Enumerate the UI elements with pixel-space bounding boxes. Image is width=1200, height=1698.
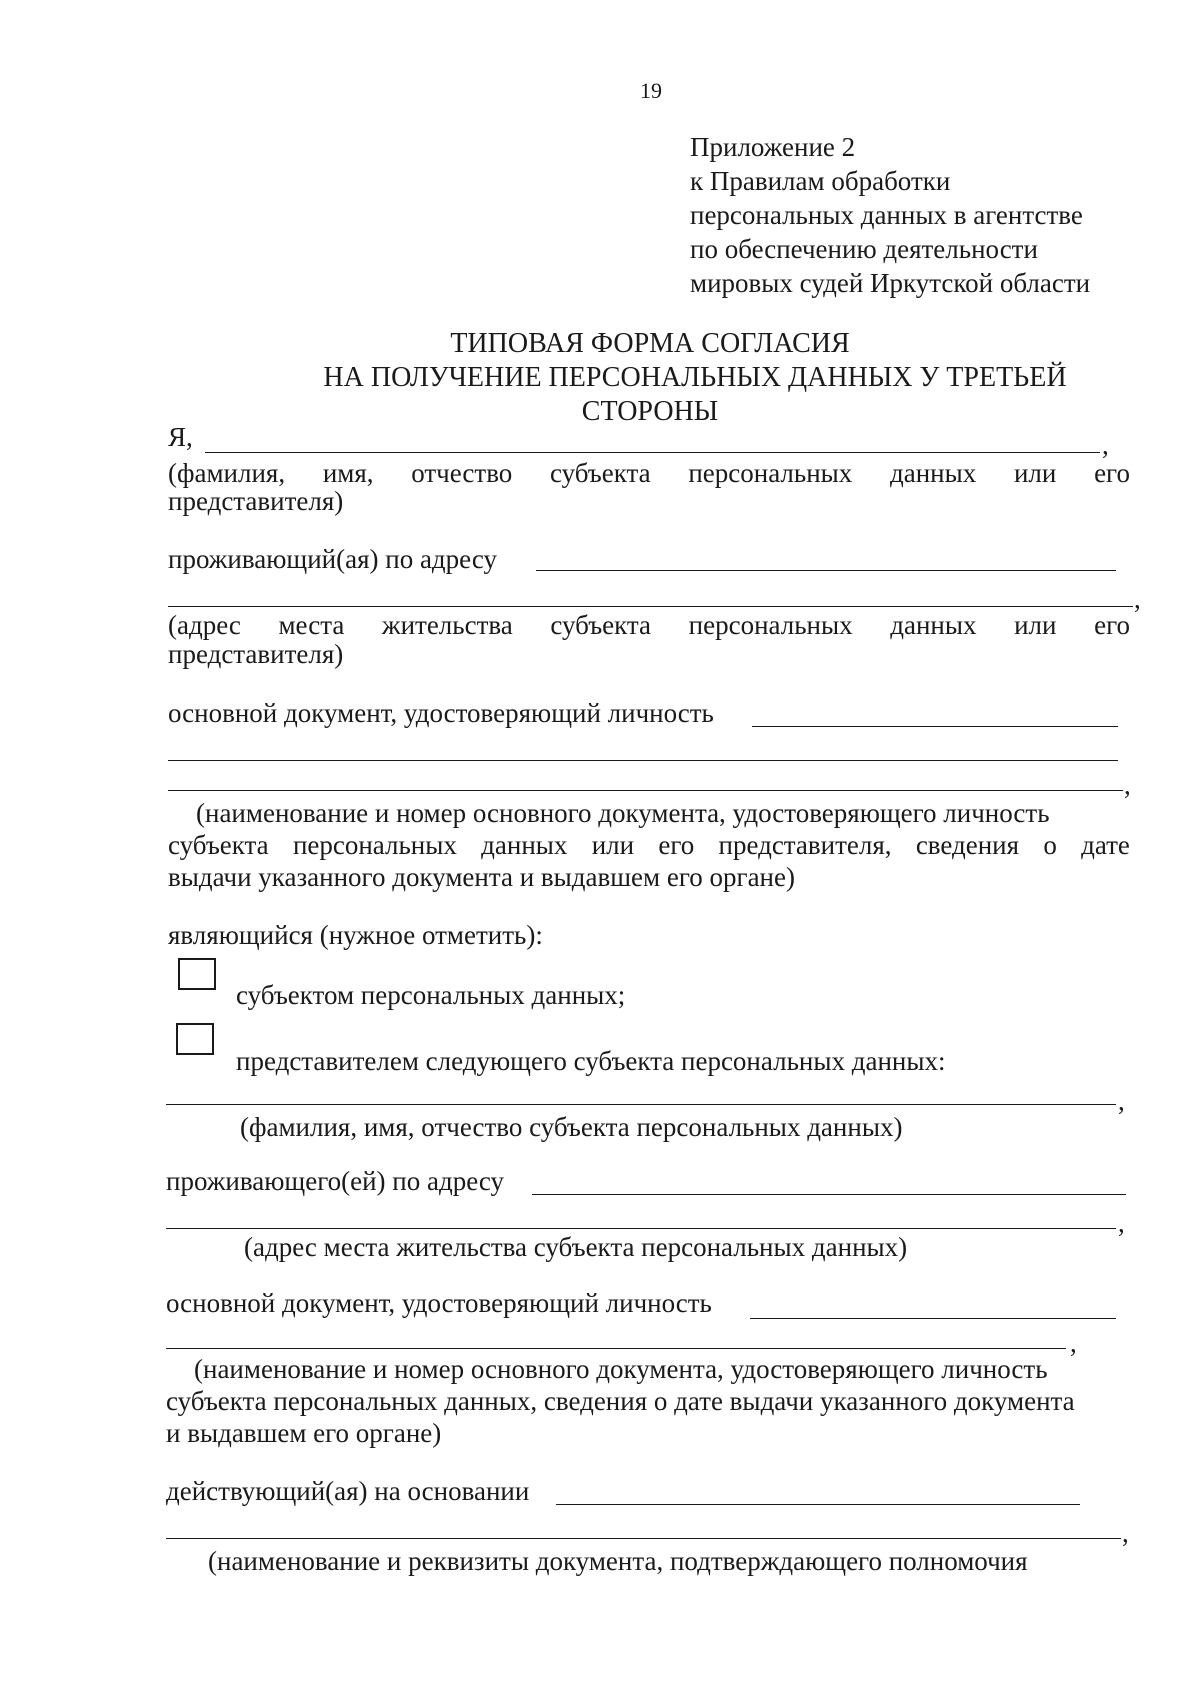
comma: , xyxy=(1070,1328,1077,1358)
hint-word: (фамилия, xyxy=(168,458,286,488)
comma: , xyxy=(1134,584,1141,614)
subject-doc-hint-line: и выдавшем его органе) xyxy=(166,1418,442,1448)
option-representative-label: представителем следующего субъекта персональных данных: xyxy=(236,1046,946,1076)
subject-fio-field[interactable] xyxy=(166,1104,1116,1105)
hint-word: представителя, xyxy=(718,830,892,860)
hint-word: субъекта xyxy=(168,830,269,860)
subject-doc-field[interactable] xyxy=(750,1318,1116,1319)
hint-word: сведения xyxy=(915,830,1020,860)
title-line: ТИПОВАЯ ФОРМА СОГЛАСИЯ xyxy=(450,328,850,359)
subject-doc-label: основной документ, удостоверяющий личность xyxy=(166,1288,712,1318)
hint-word: его xyxy=(1094,458,1130,488)
appendix-line: Приложение 2 xyxy=(690,132,856,162)
basis-field[interactable] xyxy=(556,1504,1080,1505)
subject-address-field[interactable] xyxy=(532,1194,1126,1195)
hint-word: имя, xyxy=(322,458,374,488)
subject-address-label: проживающего(ей) по адресу xyxy=(166,1166,504,1196)
i-label: Я, xyxy=(168,422,193,452)
address-field-continued[interactable] xyxy=(168,606,1133,607)
hint-word: субъекта xyxy=(550,610,652,640)
hint-word: или xyxy=(591,830,635,860)
comma: , xyxy=(1118,1208,1125,1238)
fio-hint xyxy=(168,460,1130,487)
doc-field-continued[interactable] xyxy=(168,790,1123,791)
doc-hint-line: выдачи указанного документа и выдавшем его органе) xyxy=(168,862,795,892)
hint-word: дате xyxy=(1081,830,1130,860)
subject-checkbox[interactable] xyxy=(178,958,216,990)
comma: , xyxy=(1124,770,1131,800)
comma: , xyxy=(1118,1086,1125,1116)
subject-fio-hint: (фамилия, имя, отчество субъекта персональных данных) xyxy=(240,1112,903,1142)
comma: , xyxy=(1102,430,1109,460)
basis-hint: (наименование и реквизиты документа, подтверждающего полномочия xyxy=(208,1546,1028,1576)
basis-field-continued[interactable] xyxy=(166,1538,1121,1539)
hint-word: его xyxy=(658,830,695,860)
address-hint xyxy=(168,612,1130,639)
hint-word: данных xyxy=(481,830,568,860)
fio-field[interactable] xyxy=(205,452,1100,453)
hint-word: субъекта xyxy=(549,458,651,488)
hint-word: персональных xyxy=(688,610,853,640)
title-line: СТОРОНЫ xyxy=(581,396,719,427)
fio-hint-end: представителя) xyxy=(168,486,344,516)
address-label: проживающий(ая) по адресу xyxy=(168,544,497,574)
hint-word: отчество xyxy=(411,458,513,488)
hint-word: персональных xyxy=(292,830,457,860)
title-line: НА ПОЛУЧЕНИЕ ПЕРСОНАЛЬНЫХ ДАННЫХ У ТРЕТЬЕЙ xyxy=(323,362,1067,393)
basis-label: действующий(ая) на основании xyxy=(166,1476,530,1506)
hint-word: жительства xyxy=(381,610,513,640)
comma: , xyxy=(1122,1518,1129,1548)
appendix-line: мировых судей Иркутской области xyxy=(690,268,1091,298)
hint-word: или xyxy=(1014,610,1057,640)
subject-doc-hint-line: субъекта персональных данных, сведения о дате выдачи указанного документа xyxy=(166,1386,1075,1416)
doc-label: основной документ, удостоверяющий личность xyxy=(168,698,714,728)
option-subject-label: субъектом персональных данных; xyxy=(236,980,626,1010)
representative-checkbox[interactable] xyxy=(176,1023,214,1055)
page-number: 19 xyxy=(640,78,662,103)
appendix-line: персональных данных в агентстве xyxy=(690,200,1083,230)
subject-doc-hint-line: (наименование и номер основного документа, удостоверяющего личность xyxy=(194,1354,1048,1384)
doc-field-continued[interactable] xyxy=(168,760,1118,761)
doc-hint-line xyxy=(168,832,1130,859)
hint-word: его xyxy=(1094,610,1130,640)
doc-field[interactable] xyxy=(752,726,1118,727)
hint-word: о xyxy=(1043,830,1057,860)
subject-doc-field-continued[interactable] xyxy=(166,1348,1066,1349)
hint-word: (адрес xyxy=(168,610,241,640)
address-hint-end: представителя) xyxy=(168,639,344,669)
hint-word: персональных xyxy=(688,458,853,488)
doc-hint-line: (наименование и номер основного документа, удостоверяющего личность xyxy=(196,798,1050,828)
hint-word: или xyxy=(1013,458,1057,488)
appendix-line: по обеспечению деятельности xyxy=(690,234,1038,264)
appendix-line: к Правилам обработки xyxy=(690,166,951,196)
subject-address-hint: (адрес места жительства субъекта персональных данных) xyxy=(244,1232,908,1262)
hint-word: места xyxy=(278,610,345,640)
hint-word: данных xyxy=(890,610,977,640)
being-label: являющийся (нужное отметить): xyxy=(168,920,543,950)
address-field[interactable] xyxy=(536,570,1116,571)
subject-address-field-continued[interactable] xyxy=(166,1228,1116,1229)
hint-word: данных xyxy=(890,458,977,488)
